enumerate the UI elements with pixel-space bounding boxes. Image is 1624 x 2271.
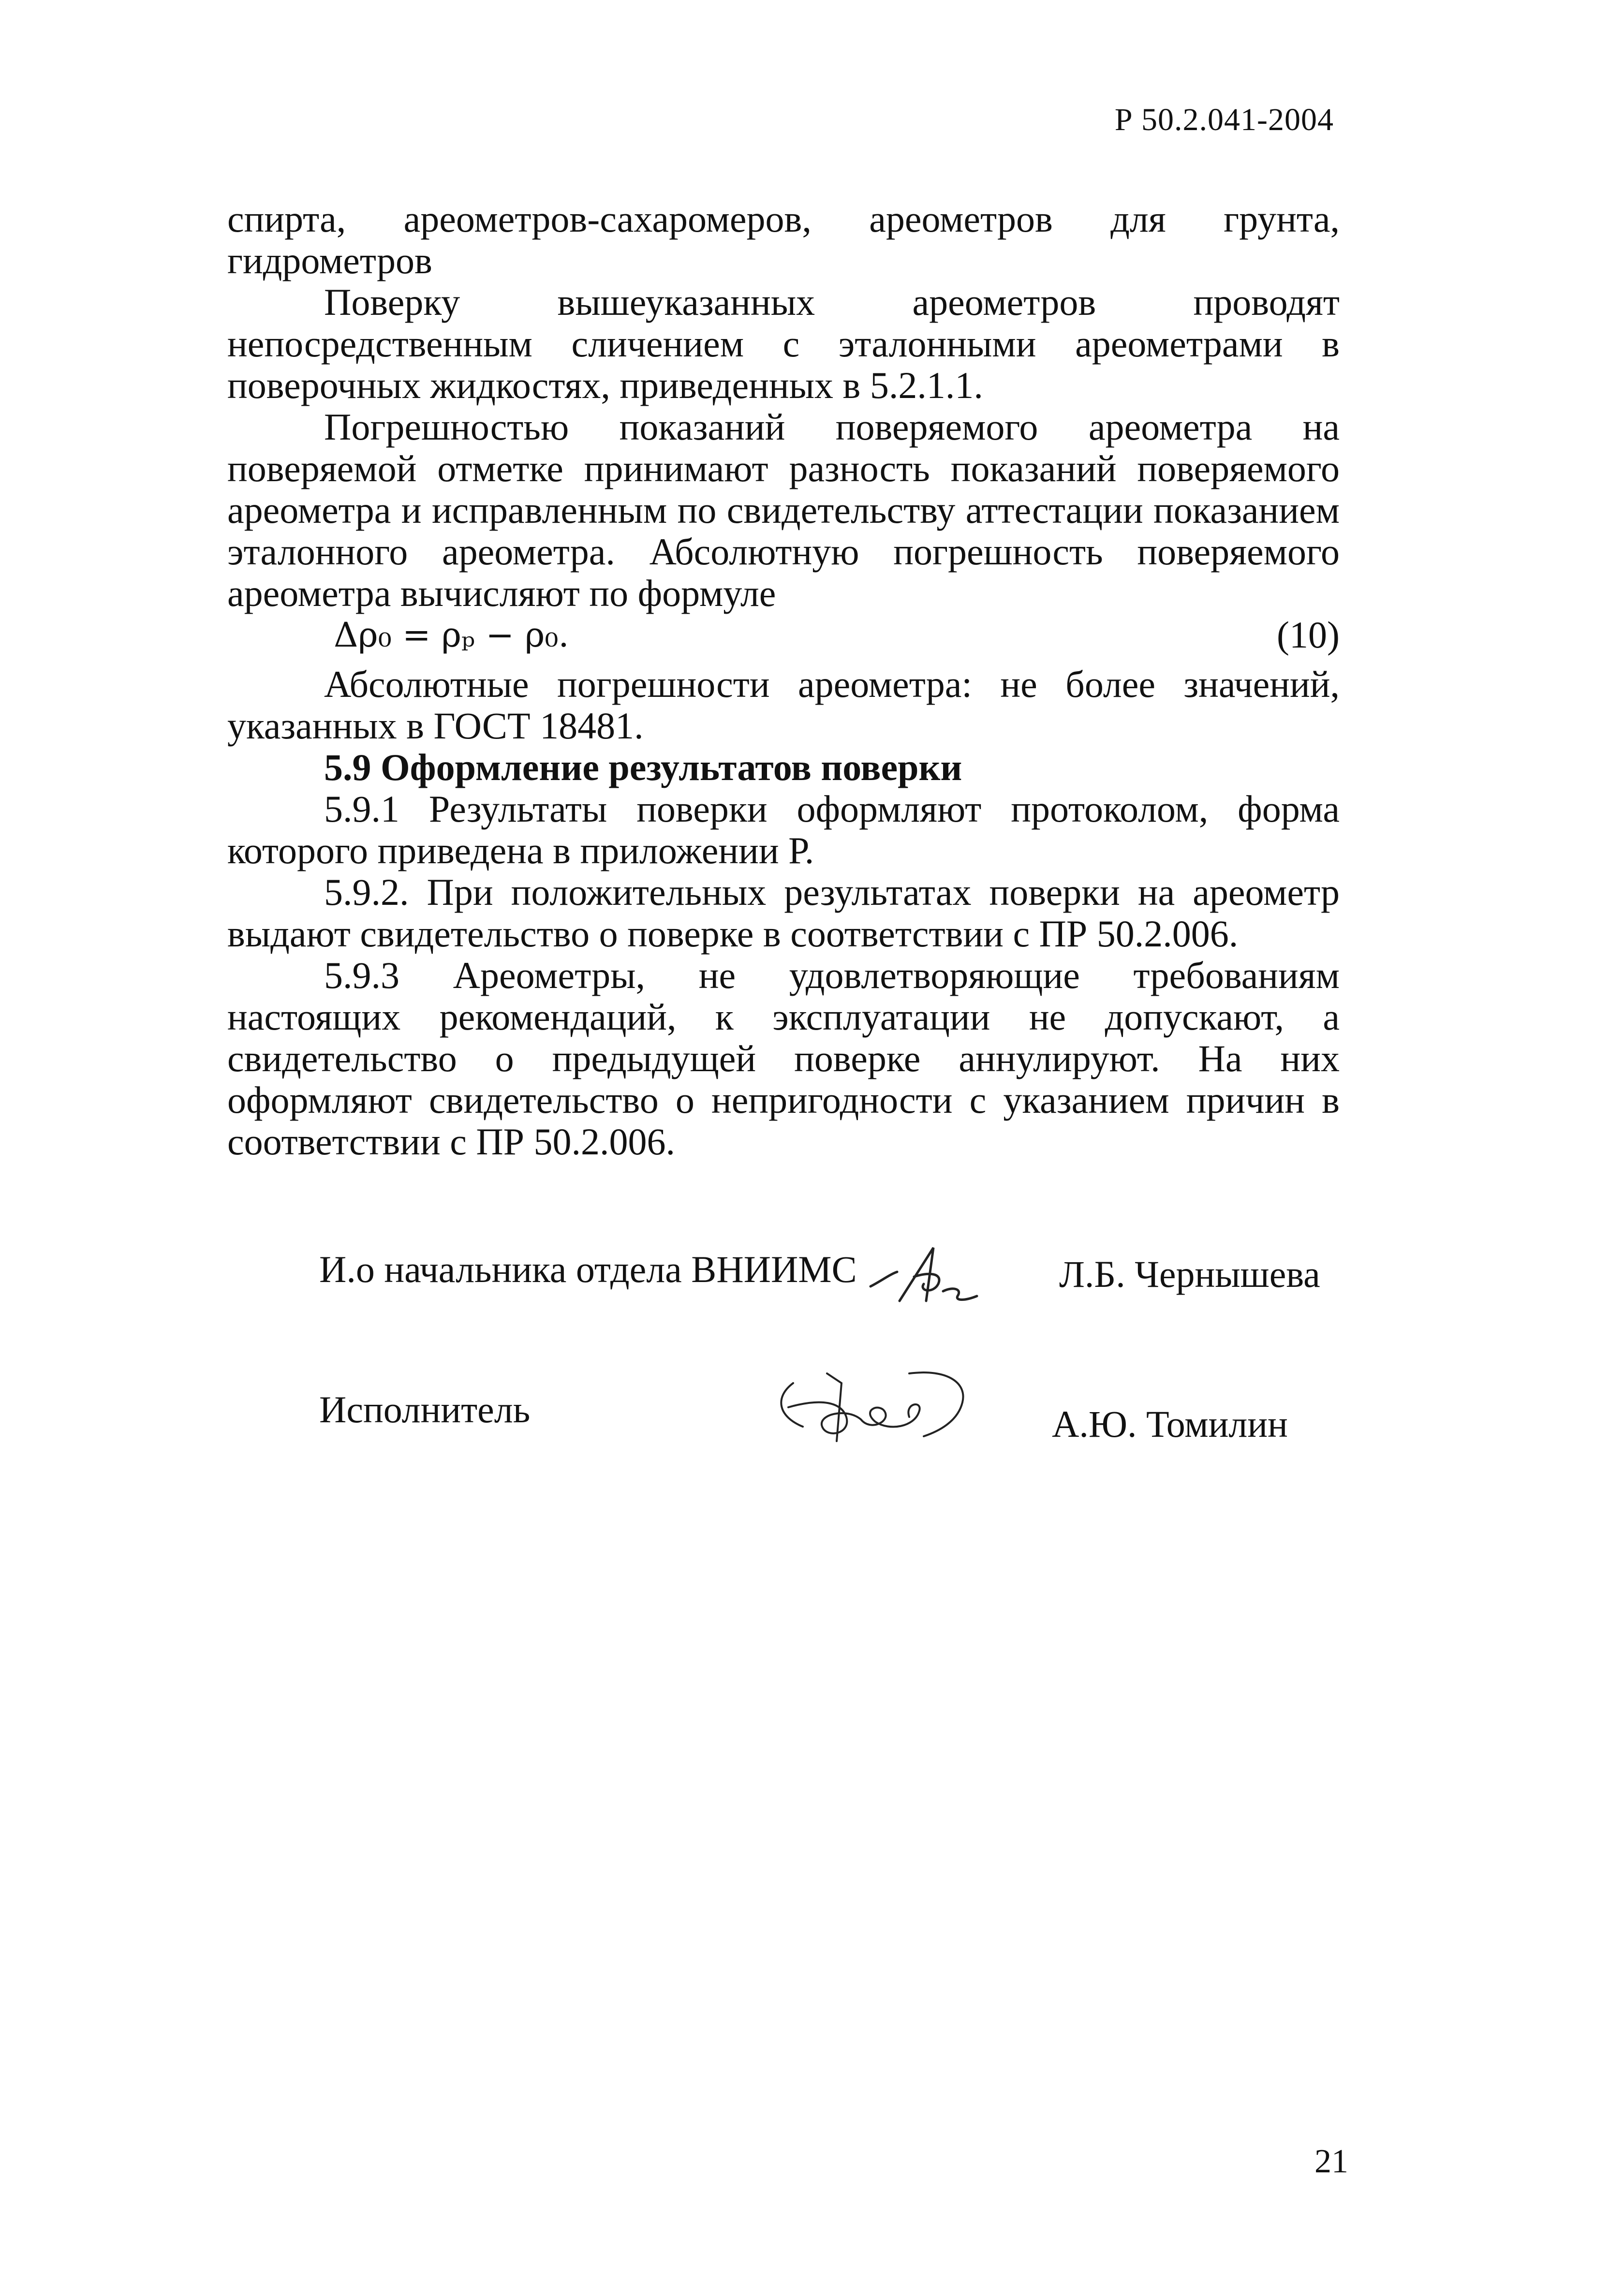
formula: Δρ₀ = ρₚ − ρ₀. (334, 615, 569, 655)
body-text (227, 198, 1340, 1163)
formula-number: (10) (1277, 614, 1340, 656)
paragraph-5-9-2: 5.9.2. При положительных результатах поверки на ареометр выдают свидетельство о поверке в соответствии с ПР 50.2.006. (227, 871, 1340, 955)
section-heading: 5.9 Оформление результатов поверки (324, 746, 962, 788)
signature-row-head (0, 1228, 1624, 1325)
signature-role: Исполнитель (319, 1388, 531, 1430)
signature-role: И.о начальника отдела ВНИИМС (319, 1248, 857, 1290)
signatory-name: А.Ю. Томилин (1052, 1403, 1288, 1445)
paragraph-5-9-3: 5.9.3 Ареометры, не удовлетворяющие требованиям настоящих рекомендаций, к эксплуатации не допускают, а свидетельство о предыдущей поверке аннулируют. На них оформляют свидетельство о непригодности с указанием причин в соответствии с ПР 50.2.006. (227, 954, 1340, 1163)
formula-line (227, 614, 1340, 664)
document-code: Р 50.2.041-2004 (1114, 102, 1334, 137)
paragraph-5-9-1: 5.9.1 Результаты поверки оформляют протоколом, форма которого приведена в приложении Р. (227, 788, 1340, 871)
signatory-name: Л.Б. Чернышева (1059, 1253, 1320, 1295)
handwritten-signature (764, 1354, 996, 1465)
paragraph-error-definition: Погрешностью показаний поверяемого ареометра на поверяемой отметке принимают разность показаний поверяемого ареометра и исправленным по свидетельству аттестации показанием эталонного ареометра. Абсолютную погрешность поверяемого ареометра вычисляют по формуле (227, 406, 1340, 614)
paragraph-verification-method: Поверку вышеуказанных ареометров проводят непосредственным сличением с эталонными ареометрами в поверочных жидкостях, приведенных в 5.2.1.1. (227, 281, 1340, 406)
page-number: 21 (1314, 2143, 1348, 2180)
paragraph-absolute-errors: Абсолютные погрешности ареометра: не более значений, указанных в ГОСТ 18481. (227, 663, 1340, 747)
paragraph-continuation: спирта, ареометров-сахаромеров, ареометров для грунта, гидрометров (227, 198, 1340, 281)
signature-row-executor (0, 1369, 1624, 1465)
handwritten-signature (861, 1228, 1006, 1325)
